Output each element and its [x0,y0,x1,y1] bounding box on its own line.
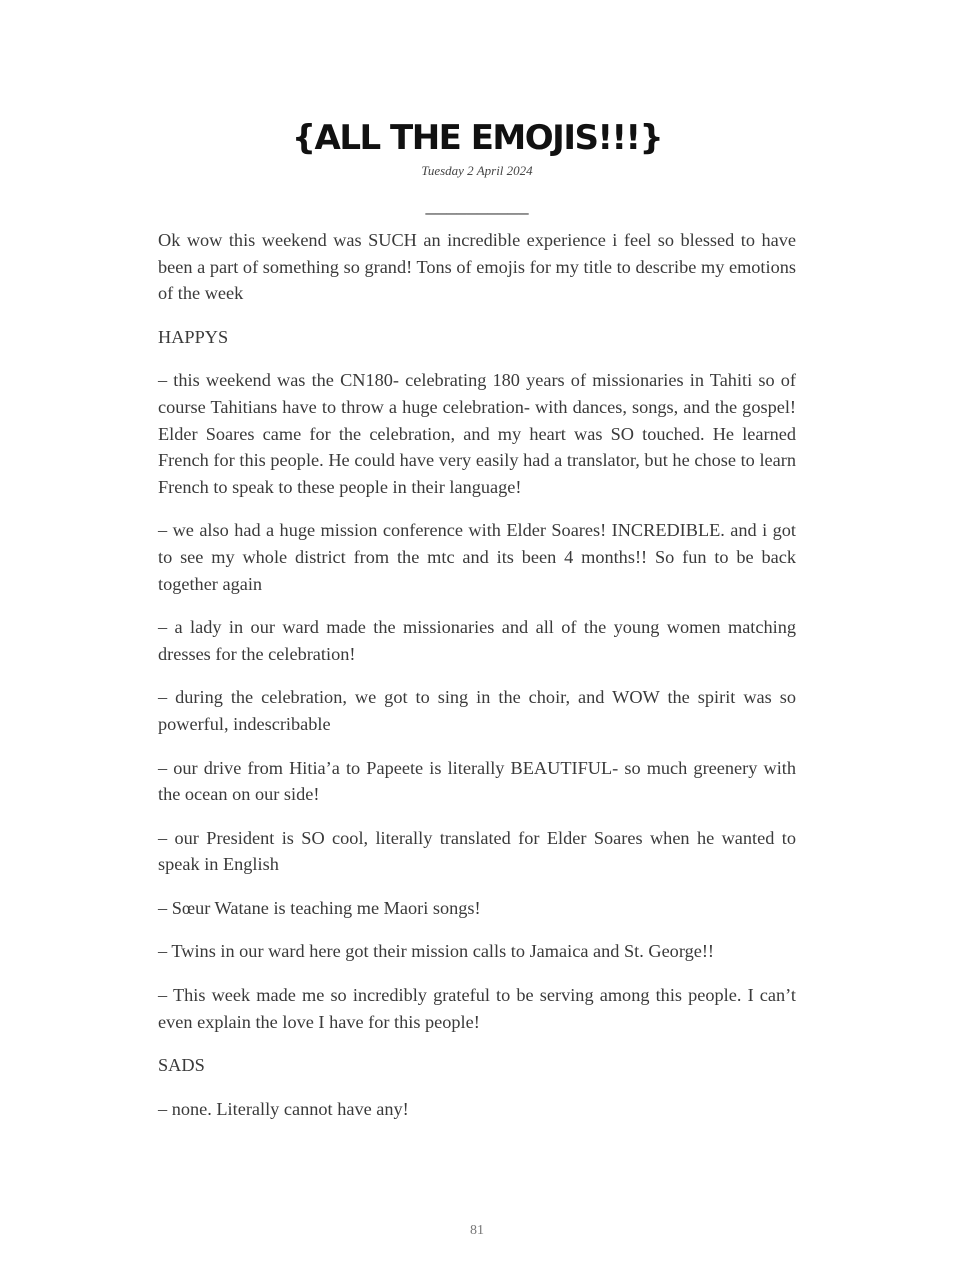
list-item: – our President is SO cool, literally translated for Elder Soares when he wanted to speak in English [158,827,796,875]
list-item: – Twins in our ward here got their mission calls to Jamaica and St. George!! [158,941,715,962]
section-heading-sads: SADS [158,1055,205,1076]
list-item: – we also had a huge mission conference with Elder Soares! INCREDIBLE. and i got to see my whole district from the mtc and its been 4 months!! So fun to be back together again [158,520,796,594]
intro-paragraph: Ok wow this weekend was SUCH an incredible experience i feel so blessed to have been a part of something so grand! Tons of emojis for my title to describe my emotions of the week [158,230,796,304]
post-body [158,227,796,1139]
list-item: – during the celebration, we got to sing in the choir, and WOW the spirit was so powerful, indescribable [158,687,796,734]
separator-rule: __________ [425,195,529,217]
post-date: Tuesday 2 April 2024 [421,163,533,178]
list-item: – Sœur Watane is teaching me Maori songs! [158,897,481,918]
list-item: – our drive from Hitia’a to Papeete is literally BEAUTIFUL- so much greenery with the ocean on our side! [158,757,796,805]
page-title: {ALL THE EMOJIS!!!} [291,118,663,158]
list-item: – this weekend was the CN180- celebrating 180 years of missionaries in Tahiti so of course Tahitians have to throw a huge celebration- with dances, songs, and the gospel! Elder Soares came for the celebration, and my heart was SO touched. He learned French for this people. He could have very easily had a translator, but he chose to learn French to speak to these people in their language! [158,370,796,497]
list-item: – a lady in our ward made the missionaries and all of the young women matching dresses for the celebration! [158,617,796,664]
section-heading-happys: HAPPYS [158,326,229,347]
list-item: – This week made me so incredibly grateful to be serving among this people. I can’t even explain the love I have for this people! [158,985,796,1032]
page-number: 81 [470,1223,484,1238]
list-item: – none. Literally cannot have any! [158,1098,409,1119]
